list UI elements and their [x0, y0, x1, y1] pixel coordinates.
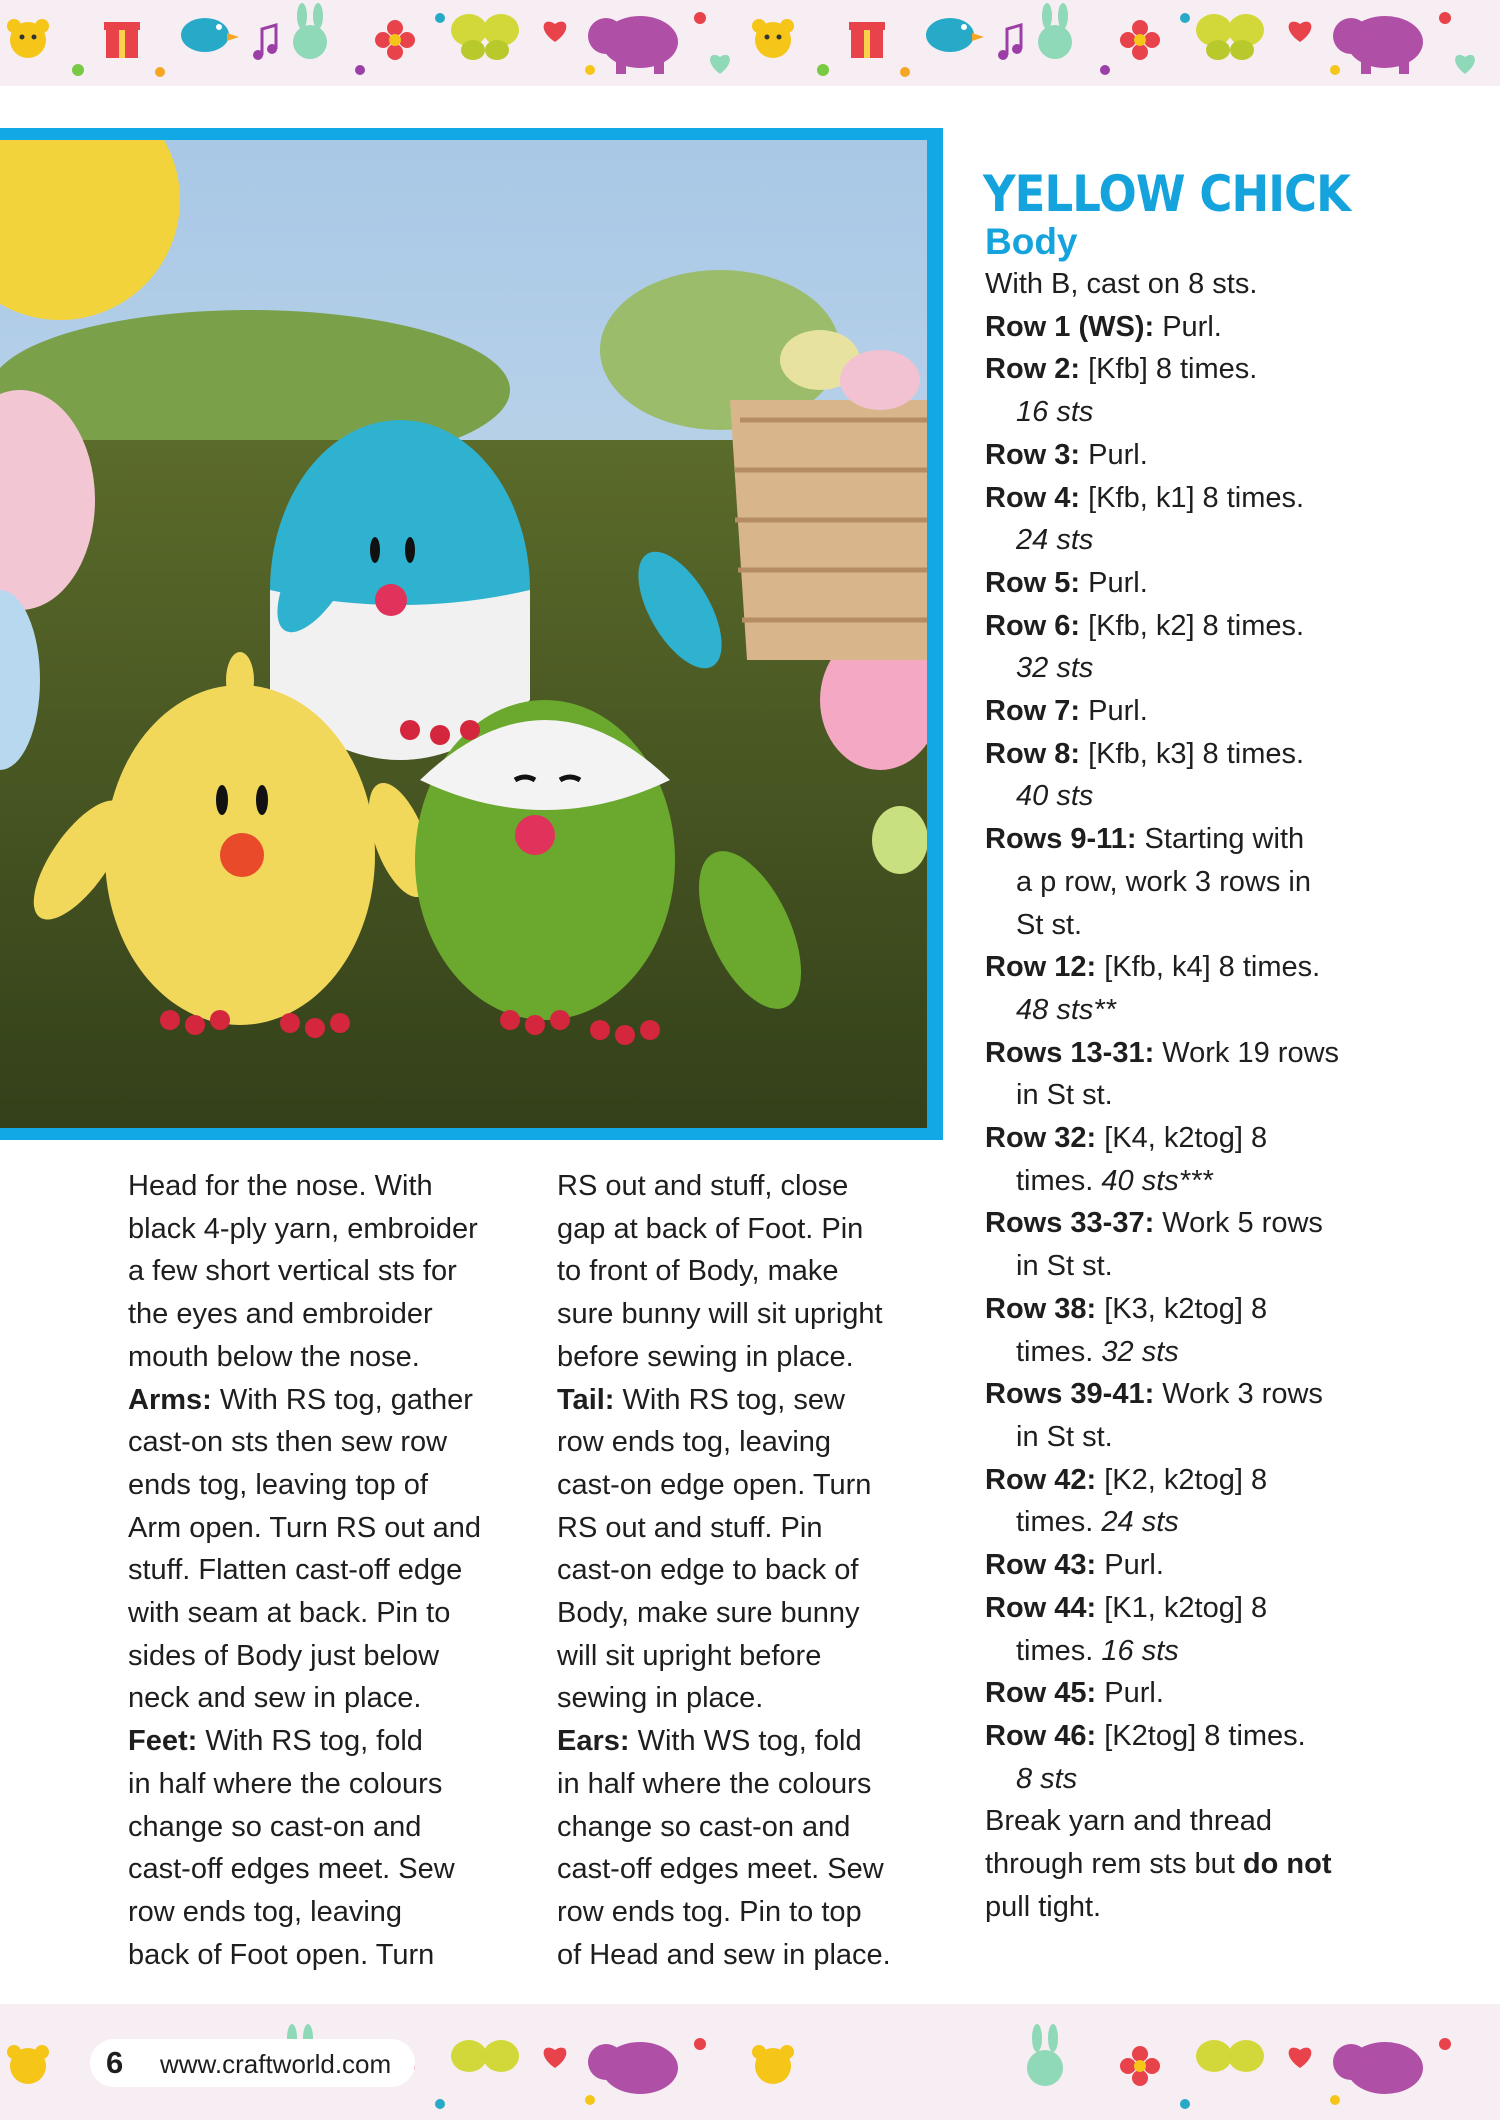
line-text: a few short vertical sts for [128, 1255, 457, 1288]
text-line [985, 1160, 1455, 1203]
line-text: [K2tog] 8 times. [1096, 1719, 1306, 1752]
text-line [557, 1592, 952, 1635]
line-text: the eyes and embroider [128, 1298, 433, 1331]
row-label: Rows 39-41: [985, 1378, 1155, 1411]
row-label: Row 12: [985, 951, 1097, 984]
top-decorative-border [0, 0, 1500, 86]
row-label: Row 2: [985, 353, 1081, 386]
line-text: of Head and sew in place. [557, 1938, 891, 1971]
text-line [985, 391, 1455, 434]
bunny-icon [293, 3, 327, 59]
photo-frame [0, 128, 943, 1140]
stitch-count: 24 sts [1101, 1506, 1179, 1539]
text-line [985, 946, 1455, 989]
text-line [985, 1630, 1455, 1673]
line-text: [Kfb, k1] 8 times. [1080, 481, 1305, 514]
text-line [128, 1549, 523, 1592]
row-label: Row 32: [985, 1122, 1097, 1155]
line-text: [K3, k2tog] 8 [1096, 1292, 1268, 1325]
line-text: Purl. [1096, 1677, 1164, 1710]
text-line [128, 1806, 523, 1849]
text-line [557, 1934, 952, 1977]
text-line [985, 733, 1455, 776]
text-line [128, 1677, 523, 1720]
text-line [985, 818, 1455, 861]
text-line [985, 904, 1455, 947]
section-heading: Body [985, 221, 1078, 262]
text-line [557, 1165, 952, 1208]
text-line [985, 1459, 1455, 1502]
row-label: Row 6: [985, 609, 1081, 642]
line-text: With RS tog, sew [614, 1383, 845, 1416]
line-text: cast-on edge to back of [557, 1554, 859, 1587]
heart-icon [710, 55, 730, 74]
text-line [128, 1421, 523, 1464]
line-text: before sewing in place. [557, 1340, 854, 1373]
line-text: Work 5 rows [1154, 1207, 1323, 1240]
text-line [985, 1032, 1455, 1075]
text-line [557, 1250, 952, 1293]
line-text: Starting with [1136, 823, 1305, 856]
instructions-column-2 [557, 1165, 952, 1976]
stitch-count: 32 sts [1101, 1335, 1179, 1368]
text-line [985, 1373, 1455, 1416]
line-text: neck and sew in place. [128, 1682, 422, 1715]
stitch-count: 16 sts [1016, 396, 1094, 429]
line-text: sewing in place. [557, 1682, 764, 1715]
line-text: Purl. [1080, 438, 1148, 471]
line-text: a p row, work 3 rows in [1016, 865, 1311, 898]
line-text: times. [1016, 1506, 1102, 1539]
line-text: cast-on edge open. Turn [557, 1468, 872, 1501]
line-text: stuff. Flatten cast-off edge [128, 1554, 463, 1587]
text-line [985, 1501, 1455, 1544]
line-text: sure bunny will sit upright [557, 1298, 883, 1331]
text-line [128, 1464, 523, 1507]
emphasis-text: do not [1242, 1848, 1332, 1881]
text-line [128, 1891, 523, 1934]
text-line [128, 1379, 523, 1422]
row-label: Row 4: [985, 481, 1081, 514]
text-line [128, 1848, 523, 1891]
pattern-title: YELLOW CHICK [983, 165, 1351, 223]
elephant-icon [588, 16, 678, 74]
knitted-chicks-photo [0, 140, 927, 1128]
stitch-count: 32 sts [1016, 652, 1094, 685]
text-line [128, 1635, 523, 1678]
text-line [557, 1806, 952, 1849]
line-text: mouth below the nose. [128, 1340, 420, 1373]
text-line [985, 519, 1455, 562]
text-line [557, 1763, 952, 1806]
text-line [985, 1843, 1455, 1886]
line-text: With RS tog, fold [197, 1725, 423, 1758]
line-text: times. [1016, 1634, 1102, 1667]
heart-icon [544, 22, 567, 42]
text-line [985, 1544, 1455, 1587]
text-line [128, 1507, 523, 1550]
text-line [557, 1379, 952, 1422]
line-text: gap at back of Foot. Pin [557, 1212, 864, 1245]
text-line [128, 1250, 523, 1293]
text-line [557, 1677, 952, 1720]
flower-icon [375, 20, 415, 60]
text-line [985, 477, 1455, 520]
text-line [985, 861, 1455, 904]
line-text: in St st. [1016, 1079, 1113, 1112]
line-text: times. [1016, 1164, 1102, 1197]
text-line [985, 647, 1455, 690]
line-text: [K2, k2tog] 8 [1096, 1463, 1268, 1496]
line-text: Work 3 rows [1154, 1378, 1323, 1411]
text-line [985, 1886, 1455, 1929]
text-line [985, 1074, 1455, 1117]
text-line [557, 1635, 952, 1678]
line-text: row ends tog, leaving [128, 1895, 403, 1928]
line-text: in half where the colours [128, 1767, 443, 1800]
line-text: through rem sts but [985, 1848, 1243, 1881]
row-label: Row 7: [985, 695, 1081, 728]
row-label: Row 5: [985, 566, 1081, 599]
line-text: row ends tog, leaving [557, 1426, 832, 1459]
line-text: Break yarn and thread [985, 1805, 1272, 1838]
line-text: [Kfb, k2] 8 times. [1080, 609, 1305, 642]
instructions-column-1 [128, 1165, 523, 1976]
page-number: 6 [106, 2045, 124, 2080]
text-line [557, 1549, 952, 1592]
text-line [128, 1934, 523, 1977]
text-line [985, 434, 1455, 477]
line-text: Purl. [1080, 566, 1148, 599]
line-text: [Kfb, k4] 8 times. [1096, 951, 1321, 984]
stitch-count: 8 sts [1016, 1762, 1078, 1795]
line-text: times. [1016, 1335, 1102, 1368]
line-text: in half where the colours [557, 1767, 872, 1800]
row-label: Row 46: [985, 1719, 1097, 1752]
row-label: Row 44: [985, 1591, 1097, 1624]
row-label: Row 3: [985, 438, 1081, 471]
bird-icon [181, 18, 239, 52]
stitch-count: 16 sts [1101, 1634, 1179, 1667]
row-label: Rows 9-11: [985, 823, 1137, 856]
text-line [985, 1288, 1455, 1331]
row-label: Rows 33-37: [985, 1207, 1155, 1240]
line-text: [K1, k2tog] 8 [1096, 1591, 1268, 1624]
line-text: [Kfb, k3] 8 times. [1080, 737, 1305, 770]
text-line [557, 1848, 952, 1891]
gift-icon [104, 22, 140, 58]
row-label: Row 38: [985, 1292, 1097, 1325]
line-text: Purl. [1096, 1549, 1164, 1582]
line-text: change so cast-on and [557, 1810, 851, 1843]
row-label: Feet: [128, 1725, 198, 1758]
row-label: Row 1 (WS): [985, 310, 1155, 343]
line-text: row ends tog. Pin to top [557, 1895, 862, 1928]
line-text: with seam at back. Pin to [128, 1597, 451, 1630]
text-line [557, 1421, 952, 1464]
line-text: St st. [1016, 908, 1083, 941]
text-line [985, 989, 1455, 1032]
line-text: Head for the nose. With [128, 1170, 433, 1202]
row-label: Arms: [128, 1383, 212, 1416]
stitch-count: 40 sts [1016, 780, 1094, 813]
text-line [985, 1672, 1455, 1715]
text-line [557, 1208, 952, 1251]
line-text: [Kfb] 8 times. [1080, 353, 1258, 386]
text-line [985, 1800, 1455, 1843]
line-text: ends tog, leaving top of [128, 1468, 428, 1501]
text-line [557, 1507, 952, 1550]
row-label: Rows 13-31: [985, 1036, 1155, 1069]
text-line [985, 1715, 1455, 1758]
text-line [985, 1117, 1455, 1160]
text-line [557, 1336, 952, 1379]
line-text: will sit upright before [557, 1639, 822, 1672]
text-line [128, 1336, 523, 1379]
line-text: Purl. [1080, 695, 1148, 728]
text-line [128, 1592, 523, 1635]
text-line [985, 306, 1455, 349]
row-label: Row 8: [985, 737, 1081, 770]
bear-icon [7, 19, 49, 58]
text-line [985, 690, 1455, 733]
text-line [128, 1720, 523, 1763]
row-label: Ears: [557, 1725, 630, 1758]
row-label: Row 42: [985, 1463, 1097, 1496]
text-line [128, 1763, 523, 1806]
website-url: www.craftworld.com [160, 2049, 392, 2079]
text-line [985, 562, 1455, 605]
line-text: RS out and stuff, close [557, 1170, 849, 1202]
text-line [557, 1720, 952, 1763]
line-text: to front of Body, make [557, 1255, 839, 1288]
line-text: Purl. [1154, 310, 1222, 343]
line-text: With RS tog, gather [211, 1383, 473, 1416]
text-line [557, 1891, 952, 1934]
text-line [128, 1293, 523, 1336]
line-text: With B, cast on 8 sts. [985, 268, 1258, 300]
pattern-instructions [985, 263, 1455, 1928]
text-line [128, 1208, 523, 1251]
text-line [985, 605, 1455, 648]
stitch-count: 48 sts** [1016, 993, 1116, 1026]
text-line [557, 1293, 952, 1336]
line-text: Work 19 rows [1154, 1036, 1340, 1069]
row-label: Tail: [557, 1383, 615, 1416]
line-text: RS out and stuff. Pin [557, 1511, 823, 1544]
line-text: black 4-ply yarn, embroider [128, 1212, 478, 1245]
line-text: Arm open. Turn RS out and [128, 1511, 482, 1544]
line-text: cast-on sts then sew row [128, 1426, 448, 1459]
text-line [985, 1587, 1455, 1630]
line-text: [K4, k2tog] 8 [1096, 1122, 1268, 1155]
pattern-strip [0, 0, 1500, 86]
line-text: pull tight. [985, 1890, 1102, 1923]
line-text: in St st. [1016, 1250, 1113, 1283]
line-text: Body, make sure bunny [557, 1597, 860, 1630]
text-line [985, 263, 1455, 306]
text-line [985, 1202, 1455, 1245]
stitch-count: 40 sts*** [1101, 1164, 1213, 1197]
text-line [128, 1165, 523, 1208]
line-text: sides of Body just below [128, 1639, 440, 1672]
line-text: change so cast-on and [128, 1810, 422, 1843]
line-text: back of Foot open. Turn [128, 1938, 435, 1971]
row-label: Row 45: [985, 1677, 1097, 1710]
text-line [557, 1464, 952, 1507]
row-label: Row 43: [985, 1549, 1097, 1582]
stitch-count: 24 sts [1016, 524, 1094, 557]
line-text: cast-off edges meet. Sew [128, 1853, 455, 1886]
music-note-icon [253, 25, 277, 60]
text-line [985, 1416, 1455, 1459]
line-text: cast-off edges meet. Sew [557, 1853, 884, 1886]
text-line [985, 775, 1455, 818]
line-text: in St st. [1016, 1420, 1113, 1453]
text-line [985, 1758, 1455, 1801]
text-line [985, 348, 1455, 391]
text-line [985, 1245, 1455, 1288]
text-line [985, 1331, 1455, 1374]
line-text: With WS tog, fold [629, 1725, 862, 1758]
butterfly-icon [451, 14, 519, 60]
